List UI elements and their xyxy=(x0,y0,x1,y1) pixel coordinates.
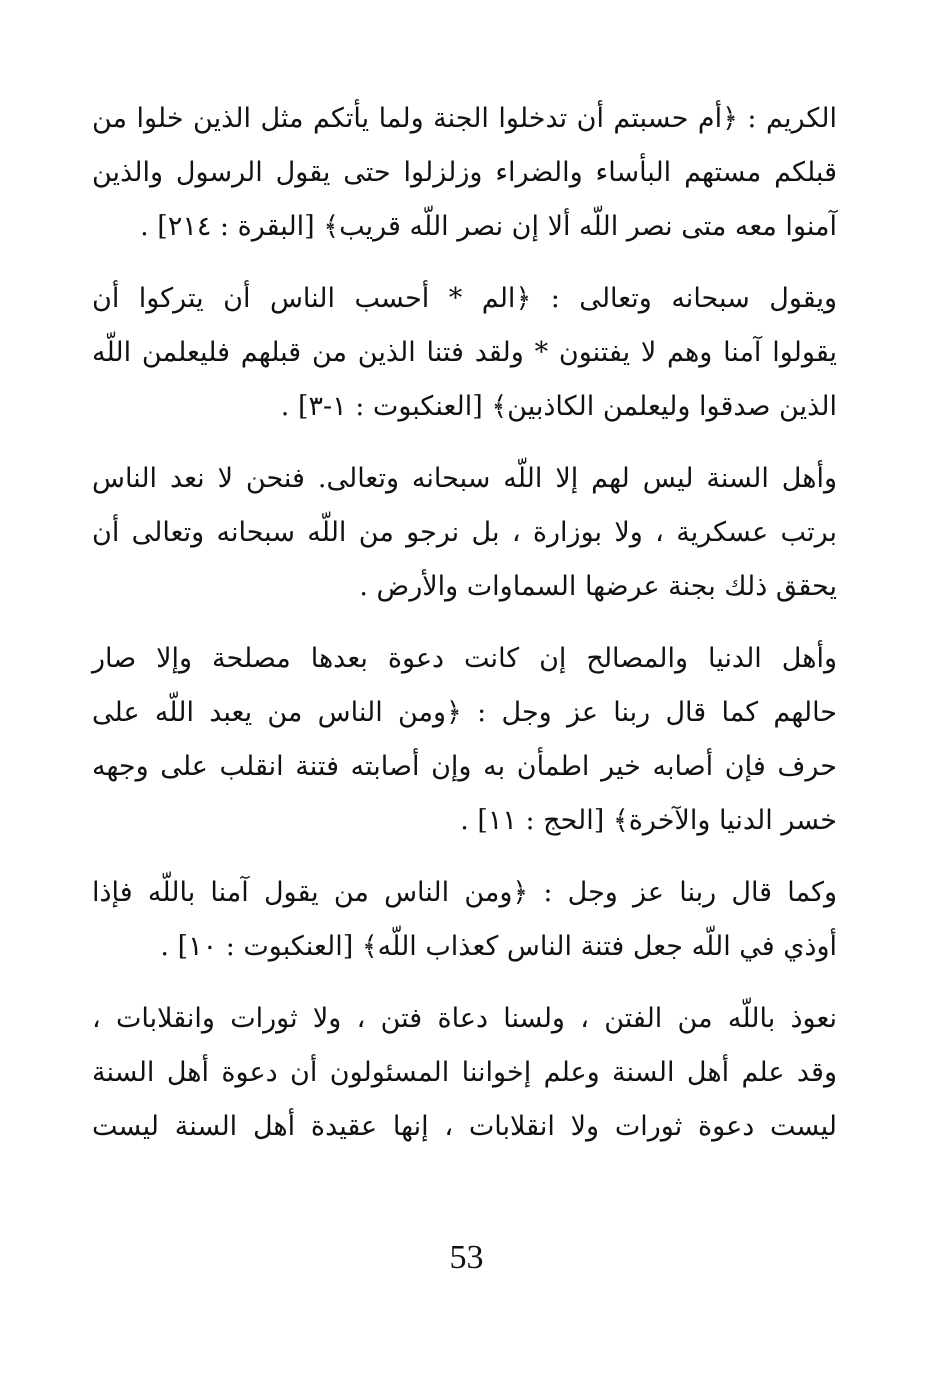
text-line: وقد علم أهل السنة وعلم إخواننا المسئولون أن دعوة أهل السنة xyxy=(92,1057,837,1088)
text-line: حرف فإن أصابه خير اطمأن به وإن أصابته فتنة انقلب على وجهه xyxy=(92,751,837,782)
text-line: ليست دعوة ثورات ولا انقلابات ، إنها عقيدة أهل السنة ليست xyxy=(92,1111,837,1142)
text-line: نعوذ باللّه من الفتن ، ولسنا دعاة فتن ، ولا ثورات وانقلابات ، xyxy=(92,1003,837,1034)
paragraph-1 xyxy=(92,92,837,254)
text-line: ويقول سبحانه وتعالى : ﴿الم * أحسب الناس أن يتركوا أن xyxy=(92,283,837,314)
text-line: يحقق ذلك بجنة عرضها السماوات والأرض . xyxy=(359,571,837,602)
text-line: وأهل السنة ليس لهم إلا اللّه سبحانه وتعالى. فنحن لا نعد الناس xyxy=(92,463,837,494)
text-line: آمنوا معه متى نصر اللّه ألا إن نصر اللّه قريب﴾ [البقرة : ٢١٤] . xyxy=(140,211,837,242)
paragraph-4 xyxy=(92,632,837,848)
text-line: الكريم : ﴿أم حسبتم أن تدخلوا الجنة ولما يأتكم مثل الذين خلوا من xyxy=(92,103,837,134)
paragraph-5 xyxy=(92,866,837,974)
text-line: أوذي في اللّه جعل فتنة الناس كعذاب اللّه﴾ [العنكبوت : ١٠] . xyxy=(160,931,837,962)
paragraph-2 xyxy=(92,272,837,434)
text-line: يقولوا آمنا وهم لا يفتنون * ولقد فتنا الذين من قبلهم فليعلمن اللّه xyxy=(92,337,837,368)
text-line: الذين صدقوا وليعلمن الكاذبين﴾ [العنكبوت : ١-٣] . xyxy=(280,391,837,422)
text-line: خسر الدنيا والآخرة﴾ [الحج : ١١] . xyxy=(460,805,837,836)
text-line: وأهل الدنيا والمصالح إن كانت دعوة بعدها مصلحة وإلا صار xyxy=(92,643,837,674)
paragraph-6 xyxy=(92,992,837,1154)
body-text xyxy=(92,92,837,1172)
text-line: وكما قال ربنا عز وجل : ﴿ومن الناس من يقول آمنا باللّه فإذا xyxy=(92,877,837,908)
text-line: حالهم كما قال ربنا عز وجل : ﴿ومن الناس من يعبد اللّه على xyxy=(92,697,837,728)
paragraph-3 xyxy=(92,452,837,614)
page-number: 53 xyxy=(449,1239,484,1276)
text-line: قبلكم مستهم البأساء والضراء وزلزلوا حتى يقول الرسول والذين xyxy=(92,157,837,188)
text-line: برتب عسكرية ، ولا بوزارة ، بل نرجو من اللّه سبحانه وتعالى أن xyxy=(92,517,837,548)
